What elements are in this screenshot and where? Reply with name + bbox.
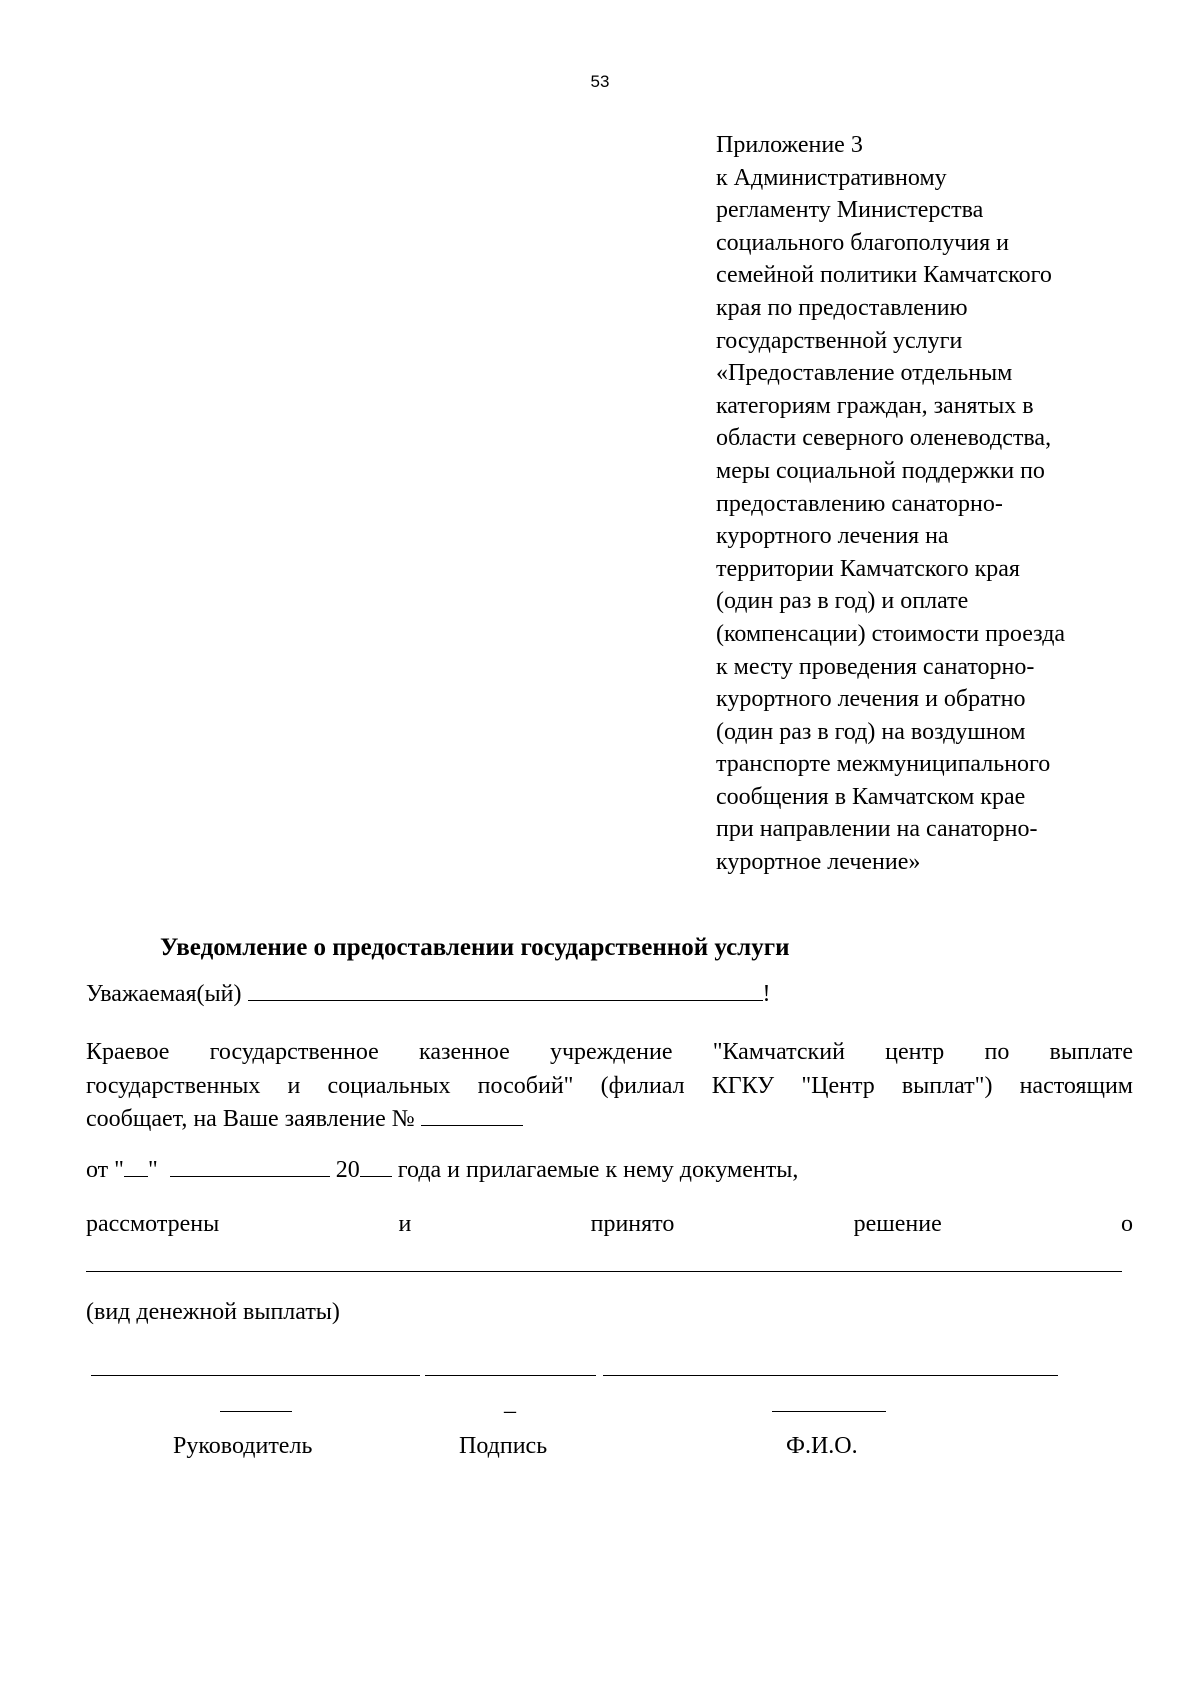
appendix-line: края по предоставлению xyxy=(716,294,968,321)
appendix-line: Приложение 3 xyxy=(716,132,863,158)
appendix-line: семейной политики Камчатского xyxy=(716,262,1052,289)
label-name: Ф.И.О. xyxy=(786,1433,858,1459)
decision-word: о xyxy=(1121,1211,1134,1237)
appendix-line: «Предоставление отдельным xyxy=(716,360,1013,387)
year-prefix: 20 xyxy=(335,1157,360,1183)
body-line-1: Краевое государственное казенное учреждение "Камчатский центр по выплате xyxy=(86,1039,1133,1065)
application-number-blank xyxy=(421,1107,523,1126)
signature-rule-name xyxy=(603,1375,1058,1376)
salutation-prefix: Уважаемая(ый) xyxy=(86,981,242,1007)
page-number: 53 xyxy=(590,72,610,91)
label-signature: Подпись xyxy=(459,1433,548,1459)
payment-type-caption: (вид денежной выплаты) xyxy=(86,1299,340,1325)
day-blank xyxy=(124,1158,148,1177)
appendix-line: курортного лечения на xyxy=(716,523,949,550)
body-last-text: сообщает, на Ваше заявление № xyxy=(86,1106,415,1132)
decision-word: решение xyxy=(853,1211,942,1237)
appendix-line: к Административному xyxy=(716,164,947,191)
decision-line xyxy=(86,1207,1133,1241)
title-text: Уведомление о предоставлении государственной услуги xyxy=(160,934,790,961)
body-line-2: государственных и социальных пособий" (филиал КГКУ "Центр выплат") настоящим xyxy=(86,1073,1133,1099)
head-short-rule xyxy=(220,1411,292,1412)
appendix-line: (компенсации) стоимости проезда xyxy=(716,620,1066,647)
appendix-header xyxy=(716,129,1186,879)
signature-rule-head xyxy=(91,1375,420,1376)
salutation-line xyxy=(86,981,771,1008)
year-blank xyxy=(360,1158,392,1177)
recipient-name-blank xyxy=(248,982,763,1001)
salutation-suffix: ! xyxy=(762,981,771,1007)
signature-rule-signature xyxy=(425,1375,596,1376)
appendix-line: области северного оленеводства, xyxy=(716,425,1052,452)
decision-word: и xyxy=(398,1211,412,1237)
date-rest: года и прилагаемые к нему документы, xyxy=(397,1157,799,1183)
appendix-line: (один раз в год) на воздушном xyxy=(716,718,1026,745)
appendix-line: курортное лечение» xyxy=(716,849,921,876)
date-from: от " xyxy=(86,1157,124,1183)
date-line xyxy=(86,1157,798,1184)
name-short-rule xyxy=(772,1411,886,1412)
appendix-line: государственной услуги xyxy=(716,327,963,354)
appendix-line: курортного лечения и обратно xyxy=(716,686,1026,713)
appendix-line: социального благополучия и xyxy=(716,229,1010,256)
appendix-line: (один раз в год) и оплате xyxy=(716,588,969,615)
appendix-line: территории Камчатского края xyxy=(716,555,1020,582)
payment-type-rule xyxy=(86,1271,1122,1272)
decision-word: рассмотрены xyxy=(86,1211,220,1237)
signature-dash: _ xyxy=(504,1390,516,1416)
appendix-line: транспорте межмуниципального xyxy=(716,751,1051,778)
appendix-line: предоставлению санаторно- xyxy=(716,490,1003,517)
appendix-line: сообщения в Камчатском крае xyxy=(716,783,1026,810)
body-line-3 xyxy=(86,1106,523,1133)
month-blank xyxy=(170,1158,330,1177)
appendix-line: регламенту Министерства xyxy=(716,197,984,224)
decision-word: принято xyxy=(590,1211,675,1237)
appendix-line: меры социальной поддержки по xyxy=(716,457,1045,484)
appendix-line: категориям граждан, занятых в xyxy=(716,392,1034,419)
appendix-line: при направлении на санаторно- xyxy=(716,816,1038,843)
label-head: Руководитель xyxy=(173,1433,313,1459)
date-quote-close: " xyxy=(147,1157,158,1183)
appendix-line: к месту проведения санаторно- xyxy=(716,653,1035,680)
